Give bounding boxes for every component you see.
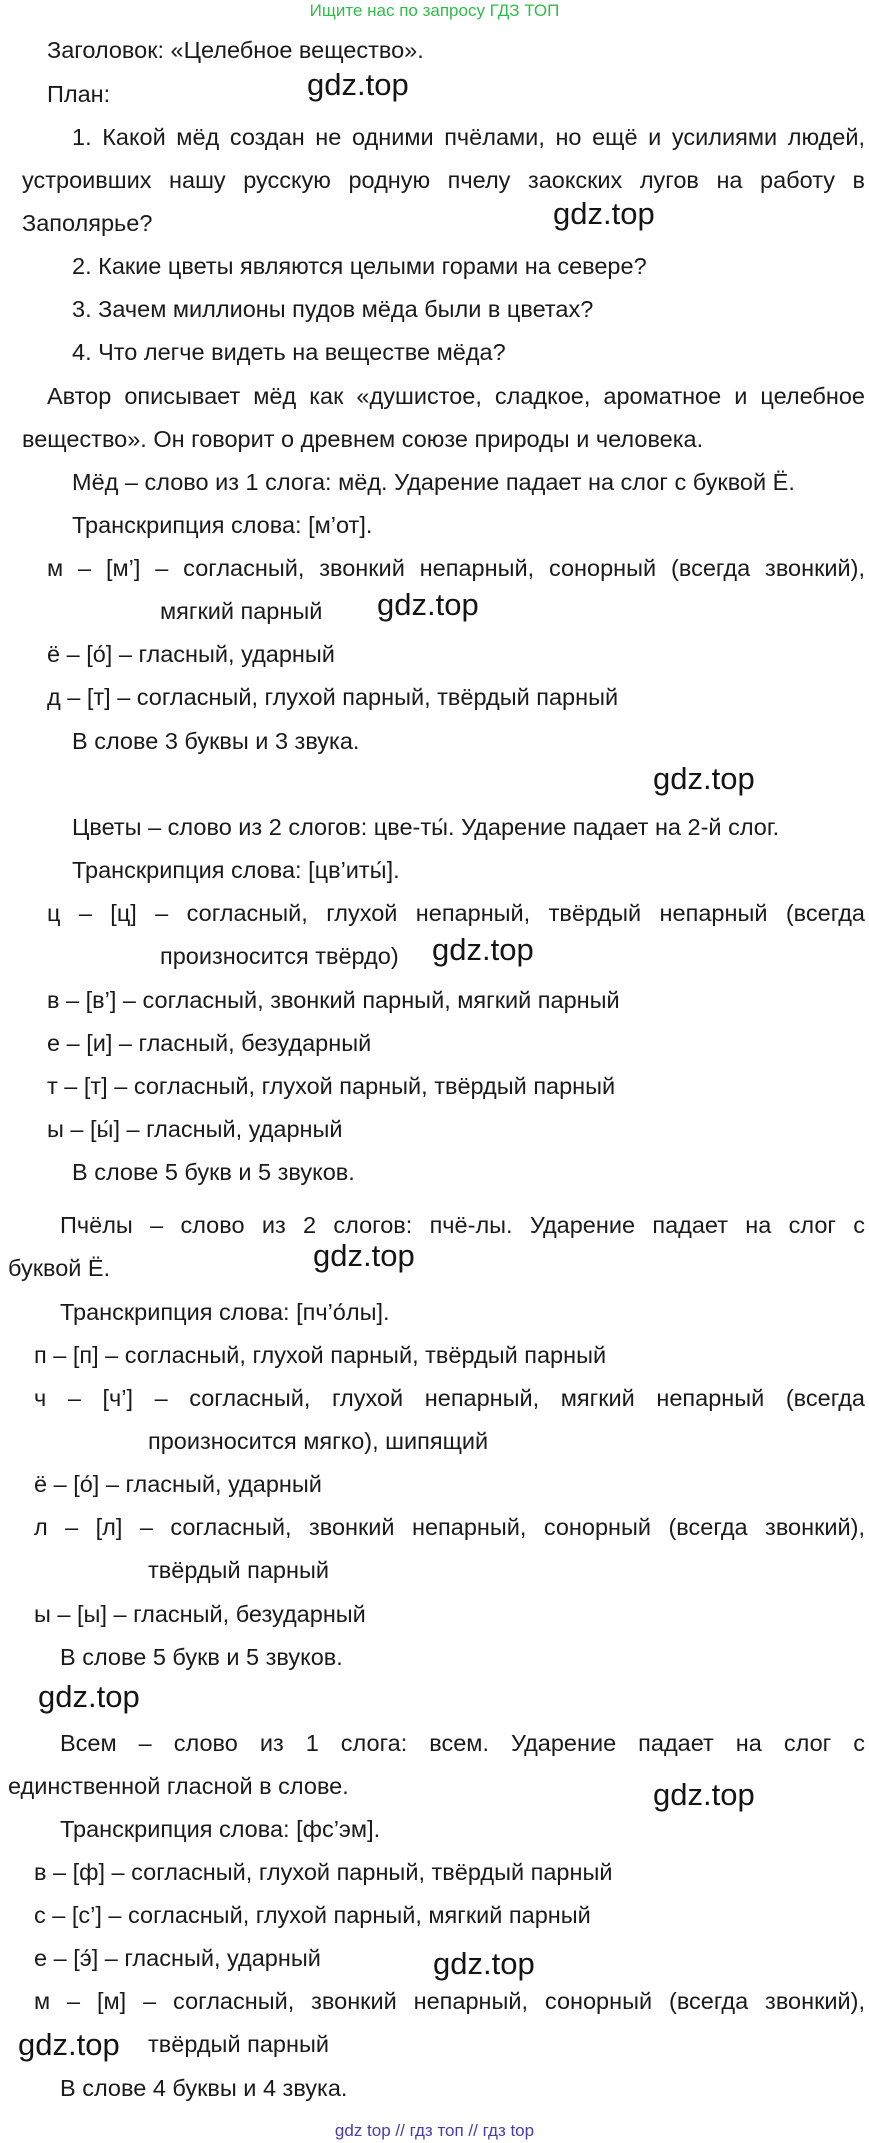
watermark: gdz.top bbox=[377, 587, 479, 622]
text-line: вещество». Он говорит о древнем союзе природы и человека. bbox=[22, 426, 704, 452]
text-line: Транскрипция слова: [пч’о́лы]. bbox=[60, 1299, 390, 1325]
text-line: В слове 5 букв и 5 звуков. bbox=[60, 1644, 343, 1670]
plan-item-2: 2. Какие цветы являются целыми горами на севере? bbox=[72, 253, 647, 279]
text-line: произносится мягко), шипящий bbox=[148, 1428, 489, 1454]
text-line: В слове 5 букв и 5 звуков. bbox=[72, 1159, 355, 1185]
text-line: ц – [ц] – согласный, глухой непарный, твёрдый непарный (всегда bbox=[47, 900, 865, 926]
text-line: Мёд – слово из 1 слога: мёд. Ударение падает на слог с буквой Ё. bbox=[72, 469, 795, 495]
watermark: gdz.top bbox=[18, 2027, 120, 2062]
text-line: единственной гласной в слове. bbox=[8, 1773, 349, 1799]
text-line: Пчёлы – слово из 2 слогов: пчё-лы. Ударение падает на слог с bbox=[60, 1212, 865, 1238]
text-line: л – [л] – согласный, звонкий непарный, сонорный (всегда звонкий), bbox=[34, 1514, 865, 1540]
watermark: gdz.top bbox=[553, 196, 655, 231]
text-line: п – [п] – согласный, глухой парный, твёрдый парный bbox=[34, 1342, 607, 1368]
text-line: е – [и] – гласный, безударный bbox=[47, 1030, 372, 1056]
text-line: Транскрипция слова: [фс’эм]. bbox=[60, 1816, 381, 1842]
text-line: твёрдый парный bbox=[148, 2031, 329, 2057]
text-line: Транскрипция слова: [цв’иты́]. bbox=[72, 857, 400, 883]
text-line: в – [ф] – согласный, глухой парный, твёрдый парный bbox=[34, 1859, 613, 1885]
text-line: м – [м’] – согласный, звонкий непарный, сонорный (всегда звонкий), bbox=[47, 555, 865, 581]
plan-item-1: 1. Какой мёд создан не одними пчёлами, но ещё и усилиями людей, bbox=[72, 124, 865, 150]
text-line: произносится твёрдо) bbox=[160, 943, 399, 969]
watermark: gdz.top bbox=[432, 932, 534, 967]
text-line: мягкий парный bbox=[160, 598, 323, 624]
text-line: Транскрипция слова: [м’от]. bbox=[72, 512, 373, 538]
watermark: gdz.top bbox=[653, 761, 755, 796]
text-line: В слове 4 буквы и 4 звука. bbox=[60, 2075, 348, 2101]
text-line: е – [э́] – гласный, ударный bbox=[34, 1945, 321, 1971]
title-line: Заголовок: «Целебное вещество». bbox=[47, 37, 424, 63]
text-line: Заполярье? bbox=[22, 210, 153, 236]
text-line: ч – [ч’] – согласный, глухой непарный, мягкий непарный (всегда bbox=[34, 1385, 865, 1411]
text-line: ё – [о́] – гласный, ударный bbox=[47, 641, 335, 667]
text-line: в – [в’] – согласный, звонкий парный, мягкий парный bbox=[47, 987, 620, 1013]
watermark: gdz.top bbox=[38, 1679, 140, 1714]
watermark: gdz.top bbox=[307, 67, 409, 102]
text-line: с – [с’] – согласный, глухой парный, мягкий парный bbox=[34, 1902, 591, 1928]
text-line: твёрдый парный bbox=[148, 1557, 329, 1583]
text-line: ы – [ы́] – гласный, ударный bbox=[47, 1116, 343, 1142]
bottom-banner: gdz top // гдз топ // гдз top bbox=[334, 2121, 535, 2140]
text-line: т – [т] – согласный, глухой парный, твёрдый парный bbox=[47, 1073, 616, 1099]
text-line: д – [т] – согласный, глухой парный, твёрдый парный bbox=[47, 684, 619, 710]
plan-label: План: bbox=[47, 81, 111, 107]
top-banner: Ищите нас по запросу ГДЗ ТОП bbox=[309, 1, 560, 20]
watermark: gdz.top bbox=[313, 1238, 415, 1273]
text-line: м – [м] – согласный, звонкий непарный, сонорный (всегда звонкий), bbox=[34, 1988, 865, 2014]
plan-item-4: 4. Что легче видеть на веществе мёда? bbox=[72, 339, 506, 365]
text-line: ё – [о́] – гласный, ударный bbox=[34, 1471, 322, 1497]
text-line: устроивших нашу русскую родную пчелу заокских лугов на работу в bbox=[22, 167, 865, 193]
text-line: Автор описывает мёд как «душистое, сладкое, ароматное и целебное bbox=[47, 383, 865, 409]
watermark: gdz.top bbox=[653, 1777, 755, 1812]
text-line: ы – [ы] – гласный, безударный bbox=[34, 1601, 366, 1627]
watermark: gdz.top bbox=[433, 1946, 535, 1981]
plan-item-3: 3. Зачем миллионы пудов мёда были в цветах? bbox=[72, 296, 594, 322]
text-line: Цветы – слово из 2 слогов: цве-ты́. Ударение падает на 2-й слог. bbox=[72, 814, 780, 840]
text-line: Всем – слово из 1 слога: всем. Ударение падает на слог с bbox=[60, 1730, 865, 1756]
text-line: В слове 3 буквы и 3 звука. bbox=[72, 728, 360, 754]
text-line: буквой Ё. bbox=[8, 1255, 111, 1281]
